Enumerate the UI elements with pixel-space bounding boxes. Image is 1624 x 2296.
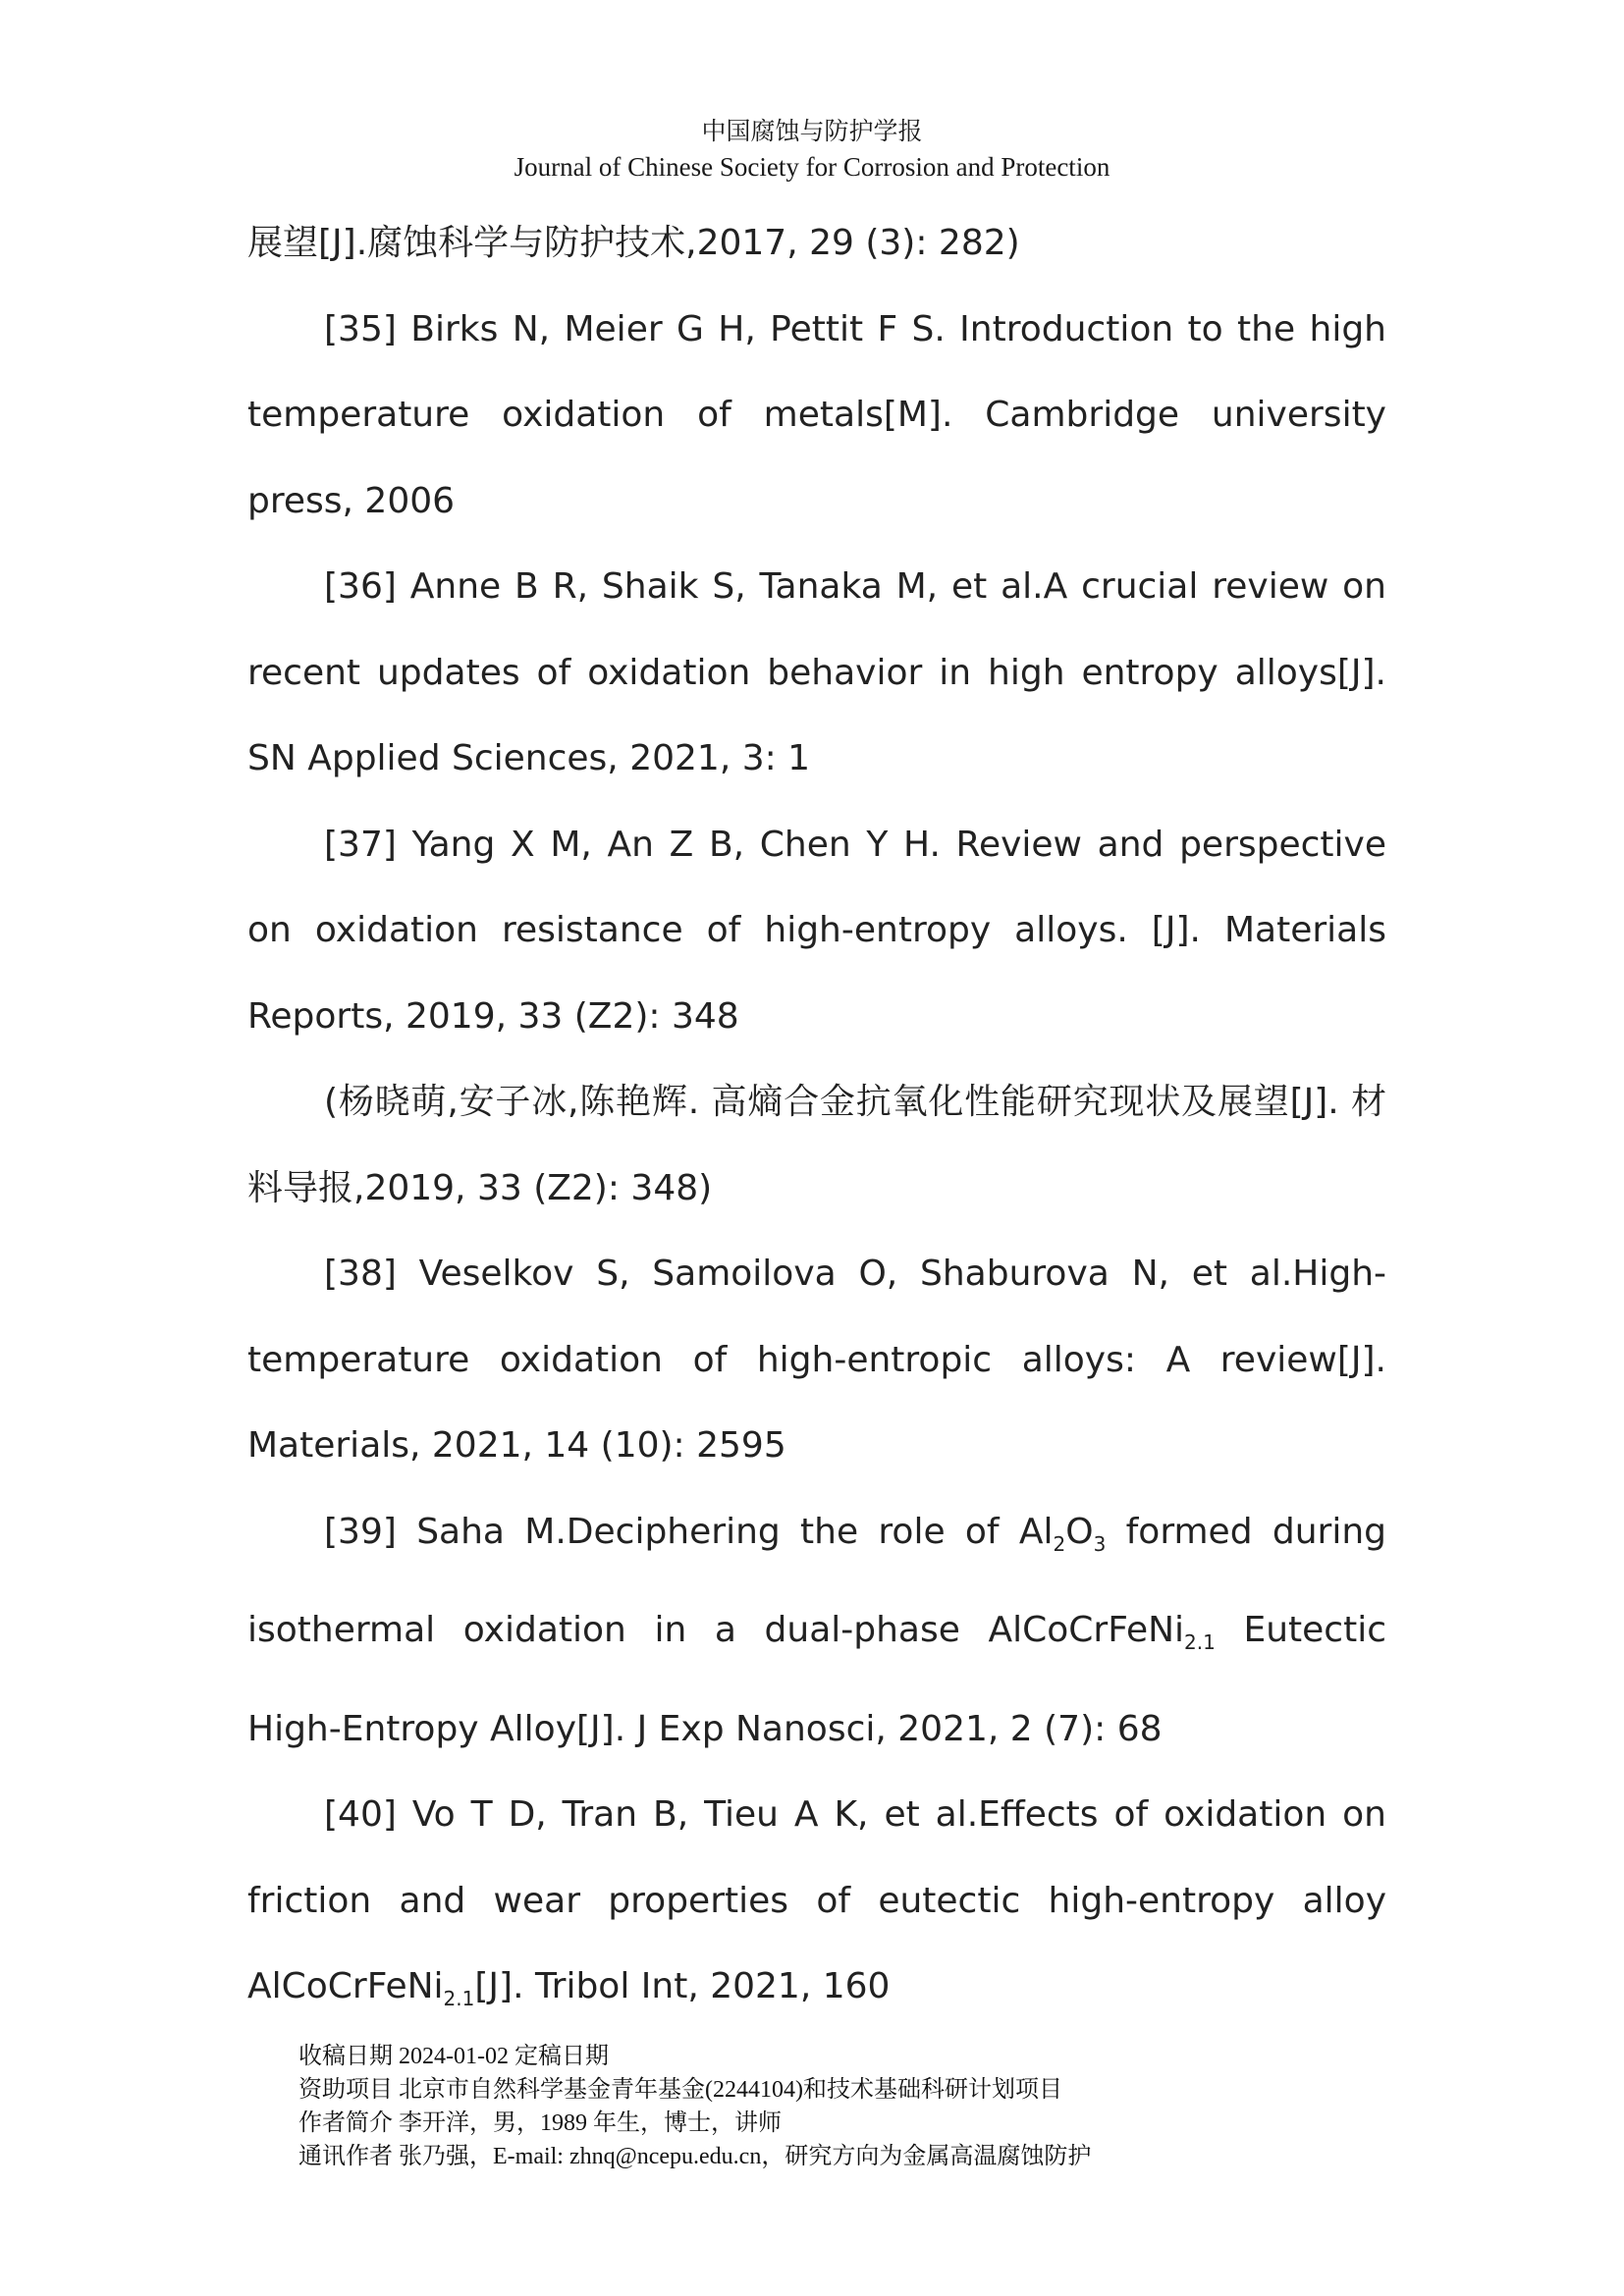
reference-40-text-2: [J]. Tribol Int, 2021, 160 <box>474 1966 891 2007</box>
reference-37-chinese: (杨晓萌,安子冰,陈艳辉. 高熵合金抗氧化性能研究现状及展望[J]. 材料导报,2019, 33 (Z2): 348) <box>247 1082 1386 1208</box>
journal-header <box>0 116 1624 185</box>
reference-39-text-4: Eutectic High-Entropy Alloy[J]. J Exp Nanosci, 2021, 2 (7): 68 <box>247 1610 1386 1749</box>
reference-37: [37] Yang X M, An Z B, Chen Y H. Review and perspective on oxidation resistance of high-entropy alloys. [J]. Materials Reports, 2019, 33 (Z2): 348 <box>247 824 1386 1037</box>
reference-40-text-1: [40] Vo T D, Tran B, Tieu A K, et al.Effects of oxidation on friction and wear properties of eutectic high-entropy alloy AlCoCrFeNi <box>247 1794 1386 2007</box>
received-date: 收稿日期 2024-01-02 定稿日期 <box>298 2044 609 2069</box>
funding-info: 资助项目 北京市自然科学基金青年基金(2244104)和技术基础科研计划项目 <box>298 2077 1062 2103</box>
reference-list <box>247 200 1386 2043</box>
reference-38: [38] Veselkov S, Samoilova O, Shaburova N, et al.High-temperature oxidation of high-entropic alloys: A review[J]. Materials, 2021, 14 (10): 2595 <box>247 1254 1386 1466</box>
reference-36: [36] Anne B R, Shaik S, Tanaka M, et al.A crucial review on recent updates of oxidation behavior in high entropy alloys[J]. SN Applied Sciences, 2021, 3: 1 <box>247 566 1386 778</box>
reference-40-subscript-1: 2.1 <box>443 1987 475 2011</box>
reference-39-subscript-1: 2 <box>1053 1531 1066 1556</box>
reference-39-subscript-3: 2.1 <box>1184 1630 1216 1655</box>
author-info: 作者简介 李开洋，男，1989 年生，博士，讲师 <box>298 2110 782 2136</box>
reference-35: [35] Birks N, Meier G H, Pettit F S. Introduction to the high temperature oxidation of metals[M]. Cambridge university press, 2006 <box>247 308 1386 521</box>
reference-39 <box>247 1489 1386 1773</box>
corresponding-author: 通讯作者 张乃强，E-mail: zhnq@ncepu.edu.cn，研究方向为金属高温腐蚀防护 <box>298 2144 1092 2169</box>
journal-title-chinese: 中国腐蚀与防护学报 <box>701 119 923 145</box>
reference-39-text-3: formed during isothermal oxidation in a dual-phase AlCoCrFeNi <box>247 1511 1386 1651</box>
reference-40 <box>247 1772 1386 2043</box>
reference-39-subscript-2: 3 <box>1093 1531 1107 1556</box>
reference-39-text-1: [39] Saha M.Deciphering the role of Al <box>324 1511 1054 1552</box>
article-footnote <box>298 2040 1477 2173</box>
journal-title-english: Journal of Chinese Society for Corrosion and Protection <box>514 152 1110 182</box>
reference-39-text-2: O <box>1065 1511 1094 1552</box>
reference-34-continuation: 展望[J].腐蚀科学与防护技术,2017, 29 (3): 282) <box>247 223 1020 263</box>
